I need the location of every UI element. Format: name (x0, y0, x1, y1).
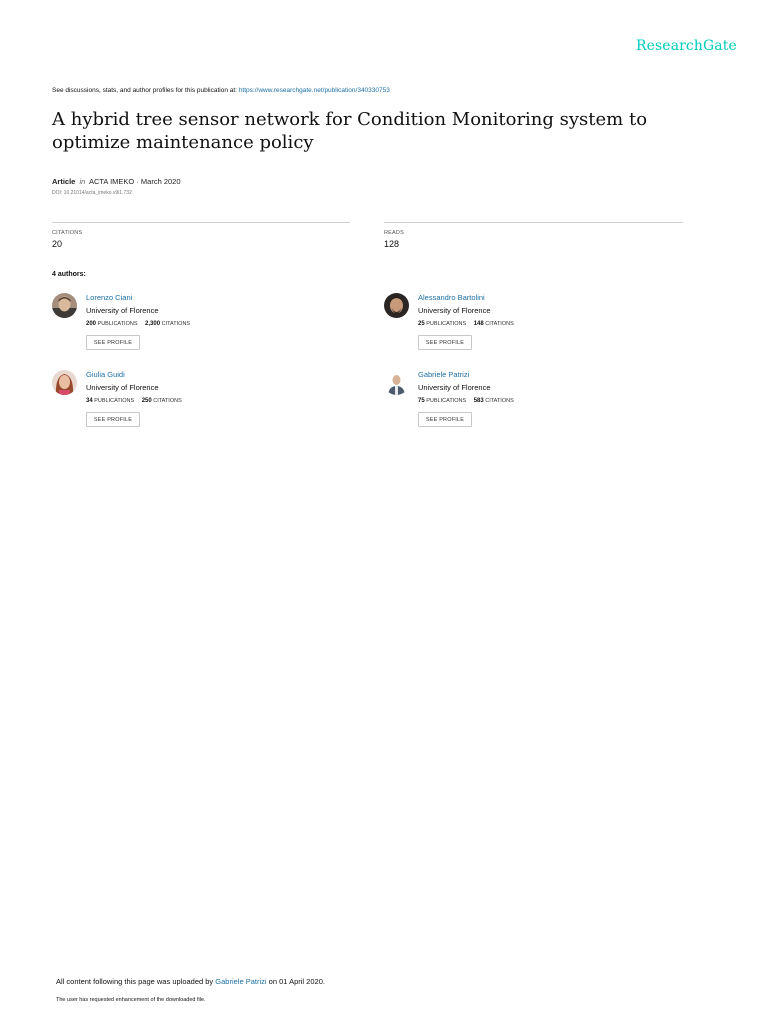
author-card (52, 370, 352, 432)
publications-count: 200 (86, 321, 97, 327)
publication-title: A hybrid tree sensor network for Condition Monitoring system to optimize maintenance policy (52, 109, 648, 153)
author-institution: University of Florence (418, 383, 491, 392)
author-stats (86, 321, 190, 327)
upload-date: on 01 April 2020. (268, 977, 325, 986)
citations-label: CITATIONS (485, 398, 514, 404)
publication-doi: DOI: 10.21014/acta_imeko.v9i1.732 (52, 190, 132, 196)
author-card (384, 370, 684, 432)
publications-count: 34 (86, 398, 93, 404)
citations-label: CITATIONS (485, 321, 514, 327)
citations-divider (52, 222, 350, 223)
authors-heading: 4 authors: (52, 271, 86, 278)
citations-label: CITATIONS (52, 230, 83, 236)
publications-label: PUBLICATIONS (426, 321, 467, 327)
author-institution: University of Florence (86, 383, 159, 392)
reads-divider (384, 222, 683, 223)
author-avatar[interactable] (52, 293, 77, 318)
see-profile-button[interactable]: SEE PROFILE (86, 412, 140, 427)
author-stats (418, 321, 514, 327)
see-profile-button[interactable]: SEE PROFILE (418, 335, 472, 350)
publication-meta (52, 177, 181, 186)
enhancement-note: The user has requested enhancement of the downloaded file. (56, 997, 206, 1003)
uploader-link[interactable]: Gabriele Patrizi (215, 977, 267, 986)
author-avatar[interactable] (384, 370, 409, 395)
publications-label: PUBLICATIONS (426, 398, 467, 404)
citations-count: 583 (473, 398, 484, 404)
author-name[interactable]: Giulia Guidi (86, 370, 125, 379)
citations-count: 2,300 (145, 321, 161, 327)
citations-label: CITATIONS (153, 398, 182, 404)
publication-type: Article (52, 177, 76, 186)
author-institution: University of Florence (86, 306, 159, 315)
citations-count: 148 (473, 321, 484, 327)
upload-note (56, 977, 325, 986)
author-stats (86, 398, 182, 404)
author-name[interactable]: Alessandro Bartolini (418, 293, 485, 302)
author-stats (418, 398, 514, 404)
publications-count: 75 (418, 398, 425, 404)
in-word: in (79, 177, 86, 186)
author-avatar[interactable] (52, 370, 77, 395)
reads-label: READS (384, 230, 404, 236)
upload-prefix: All content following this page was uploaded by (56, 977, 214, 986)
publication-link[interactable]: https://www.researchgate.net/publication/340330753 (238, 87, 390, 94)
author-name[interactable]: Gabriele Patrizi (418, 370, 470, 379)
discussion-prefix: See discussions, stats, and author profiles for this publication at: (52, 87, 237, 94)
author-avatar[interactable] (384, 293, 409, 318)
researchgate-logo[interactable]: ResearchGate (636, 38, 737, 54)
author-institution: University of Florence (418, 306, 491, 315)
venue-date: ACTA IMEKO · March 2020 (88, 177, 181, 186)
author-card (52, 293, 352, 355)
citations-label: CITATIONS (161, 321, 191, 327)
citations-count: 250 (141, 398, 152, 404)
reads-count: 128 (384, 239, 400, 249)
see-profile-button[interactable]: SEE PROFILE (418, 412, 472, 427)
publications-label: PUBLICATIONS (94, 398, 135, 404)
discussion-line (52, 87, 390, 94)
author-name[interactable]: Lorenzo Ciani (86, 293, 133, 302)
publications-count: 25 (418, 321, 425, 327)
author-card (384, 293, 684, 355)
see-profile-button[interactable]: SEE PROFILE (86, 335, 140, 350)
citations-count: 20 (52, 239, 63, 249)
publications-label: PUBLICATIONS (97, 321, 138, 327)
